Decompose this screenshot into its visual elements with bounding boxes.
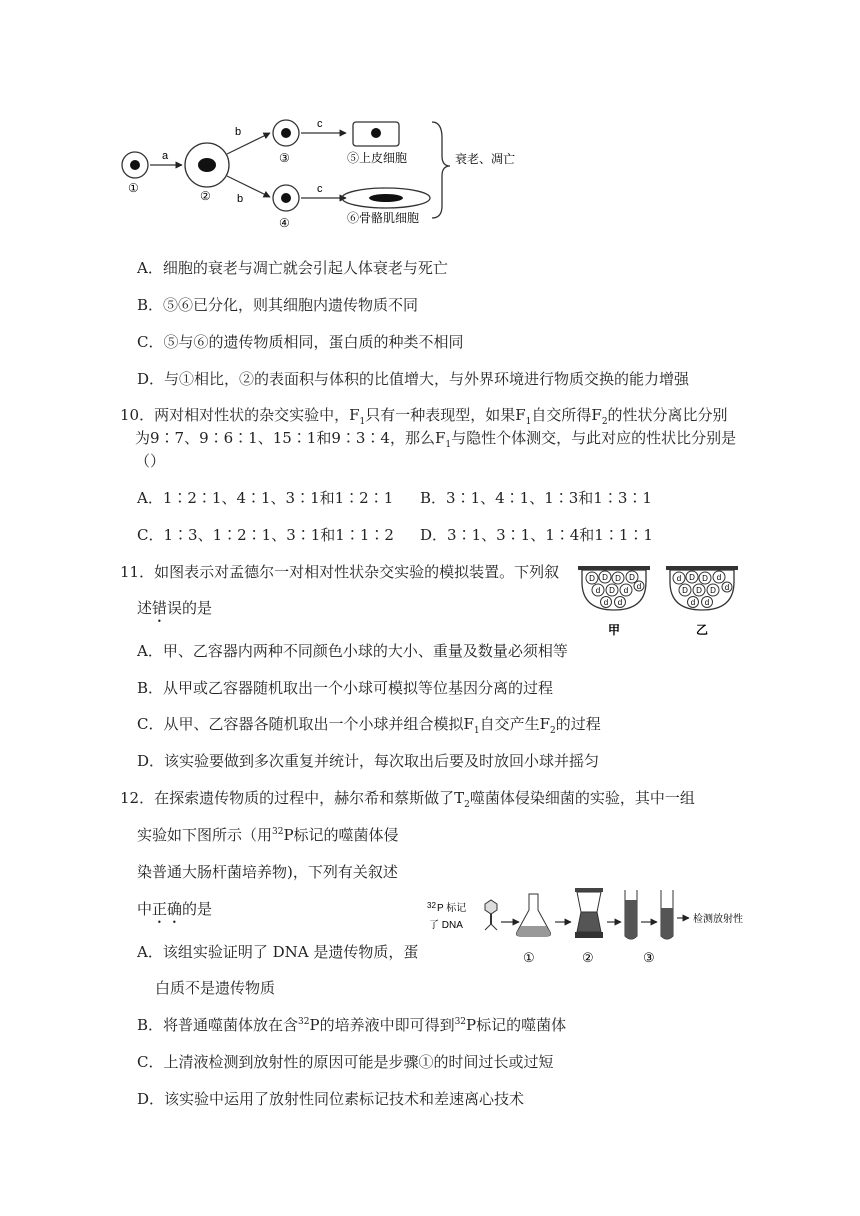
q11-stem: 11．如图表示对孟德尔一对相对性状杂交实验的模拟装置。下列叙 [120, 563, 560, 581]
svg-text:d: d [690, 598, 696, 607]
svg-text:了 DNA: 了 DNA [429, 920, 463, 931]
svg-text:d: d [724, 583, 730, 592]
q10-stem: 10．两对相对性状的杂交实验中，$F_1$只有一种表现型，如果$F_1$自交所得$F_2$的性状分离比分别 [120, 406, 728, 427]
svg-text:D: D [589, 574, 595, 583]
q12-option-c: C．上清液检测到放射性的原因可能是步骤①的时间过长或过短 [137, 1053, 554, 1071]
q9-option-d: D．与①相比，②的表面积与体积的比值增大，与外界环境进行物质交换的能力增强 [137, 370, 690, 388]
q12-option-d: D．该实验中运用了放射性同位素标记技术和差速离心技术 [137, 1090, 525, 1108]
q12-option-a-line2: 白质不是遗传物质 [155, 979, 276, 997]
brace-label: 衰老、凋亡 [455, 152, 516, 166]
flask-icon [516, 894, 550, 936]
svg-text:D: D [615, 574, 621, 583]
q12-stem-line4: 中正确的是 [137, 900, 213, 918]
q10-stem-line3: （） [135, 452, 166, 470]
svg-text:d: d [595, 586, 601, 595]
label-n3: ③ [279, 151, 290, 165]
q10-option-d: D．3∶1、3∶1、1∶4和1∶1∶1 [420, 526, 653, 544]
svg-text:D: D [682, 586, 688, 595]
label-c-bottom: c [317, 183, 323, 195]
q9-option-a: A．细胞的衰老与凋亡就会引起人体衰老与死亡 [137, 259, 448, 277]
q11-option-a: A．甲、乙容器内两种不同颜色小球的大小、重量及数量必须相等 [137, 642, 568, 660]
brace [432, 122, 450, 218]
svg-text:P 标记: P 标记 [437, 903, 467, 914]
test-tube-2 [661, 890, 673, 939]
svg-text:d: d [676, 574, 682, 583]
svg-text:d: d [617, 598, 623, 607]
svg-text:D: D [629, 573, 635, 582]
q10-option-c: C．1∶3、1∶2∶1、3∶1和1∶1∶2 [137, 526, 394, 544]
q10-stem-line2: 为9∶7、9∶6∶1、15∶1和9∶3∶4，那么$F_1$与隐性个体测交，与此对应的性状比分别是 [135, 429, 737, 450]
q12-stem-line2: 实验如下图所示（用$^{32}$P标记的噬菌体侵 [137, 826, 399, 844]
q12-option-a-line1: A．该组实验证明了 DNA 是遗传物质，蛋 [137, 943, 419, 961]
q11-stem-line2: 述错误的是 [137, 599, 213, 617]
container-yi-label: 乙 [695, 623, 709, 637]
container-yi [666, 566, 738, 637]
phage-icon [485, 900, 497, 930]
svg-text:D: D [696, 586, 702, 595]
cell-differentiation-diagram [110, 110, 550, 235]
svg-text:D: D [689, 573, 695, 582]
phage-experiment-figure [425, 878, 770, 968]
svg-text:d: d [603, 598, 609, 607]
q10-option-a: A．1∶2∶1、4∶1、3∶1和1∶2∶1 [137, 489, 394, 507]
svg-text:D: D [602, 573, 608, 582]
test-tube-1 [625, 890, 637, 939]
q11-option-d: D．该实验要做到多次重复并统计，每次取出后要及时放回小球并摇匀 [137, 752, 600, 770]
label-b-bottom: b [237, 193, 244, 205]
q12-option-b: B．将普通噬菌体放在含$^{32}$P的培养液中即可得到$^{32}$P标记的噬菌体 [137, 1016, 567, 1034]
label-n5: ⑤上皮细胞 [347, 151, 408, 165]
q9-option-b: B．⑤⑥已分化，则其细胞内遗传物质不同 [137, 296, 419, 314]
svg-text:D: D [702, 574, 708, 583]
svg-text:d: d [636, 582, 642, 591]
label-n4: ④ [279, 216, 290, 230]
container-jia-label: 甲 [607, 623, 621, 637]
q12-stem: 12．在探索遗传物质的过程中，赫尔希和蔡斯做了$T_2$噬菌体侵染细菌的实验，其中一组 [120, 789, 695, 810]
label-b-top: b [235, 126, 242, 138]
blender-icon [575, 888, 603, 938]
label-n2: ② [200, 189, 211, 203]
q9-option-c: C．⑤与⑥的遗传物质相同，蛋白质的种类不相同 [137, 333, 464, 351]
q11-option-c: C．从甲、乙容器各随机取出一个小球并组合模拟$F_1$自交产生$F_2$的过程 [137, 715, 601, 736]
svg-text:32: 32 [427, 901, 436, 910]
label-a: a [162, 150, 169, 162]
q11-containers-figure [576, 562, 746, 640]
svg-text:d: d [704, 598, 710, 607]
svg-text:③: ③ [643, 951, 655, 966]
svg-text:②: ② [582, 951, 594, 966]
svg-text:D: D [609, 586, 615, 595]
label-n1: ① [128, 181, 139, 195]
svg-text:d: d [716, 573, 722, 582]
q12-stem-line3: 染普通大肠杆菌培养物)，下列有关叙述 [137, 863, 398, 881]
svg-text:①: ① [523, 951, 535, 966]
label-c-top: c [317, 118, 323, 130]
label-n6: ⑥骨骼肌细胞 [347, 211, 420, 225]
detect-label: 检测放射性 [693, 914, 743, 925]
svg-text:d: d [623, 586, 629, 595]
q11-option-b: B．从甲或乙容器随机取出一个小球可模拟等位基因分离的过程 [137, 679, 554, 697]
container-jia [578, 566, 650, 637]
q10-option-b: B．3∶1、4∶1、1∶3和1∶3∶1 [420, 489, 652, 507]
svg-text:D: D [710, 586, 716, 595]
